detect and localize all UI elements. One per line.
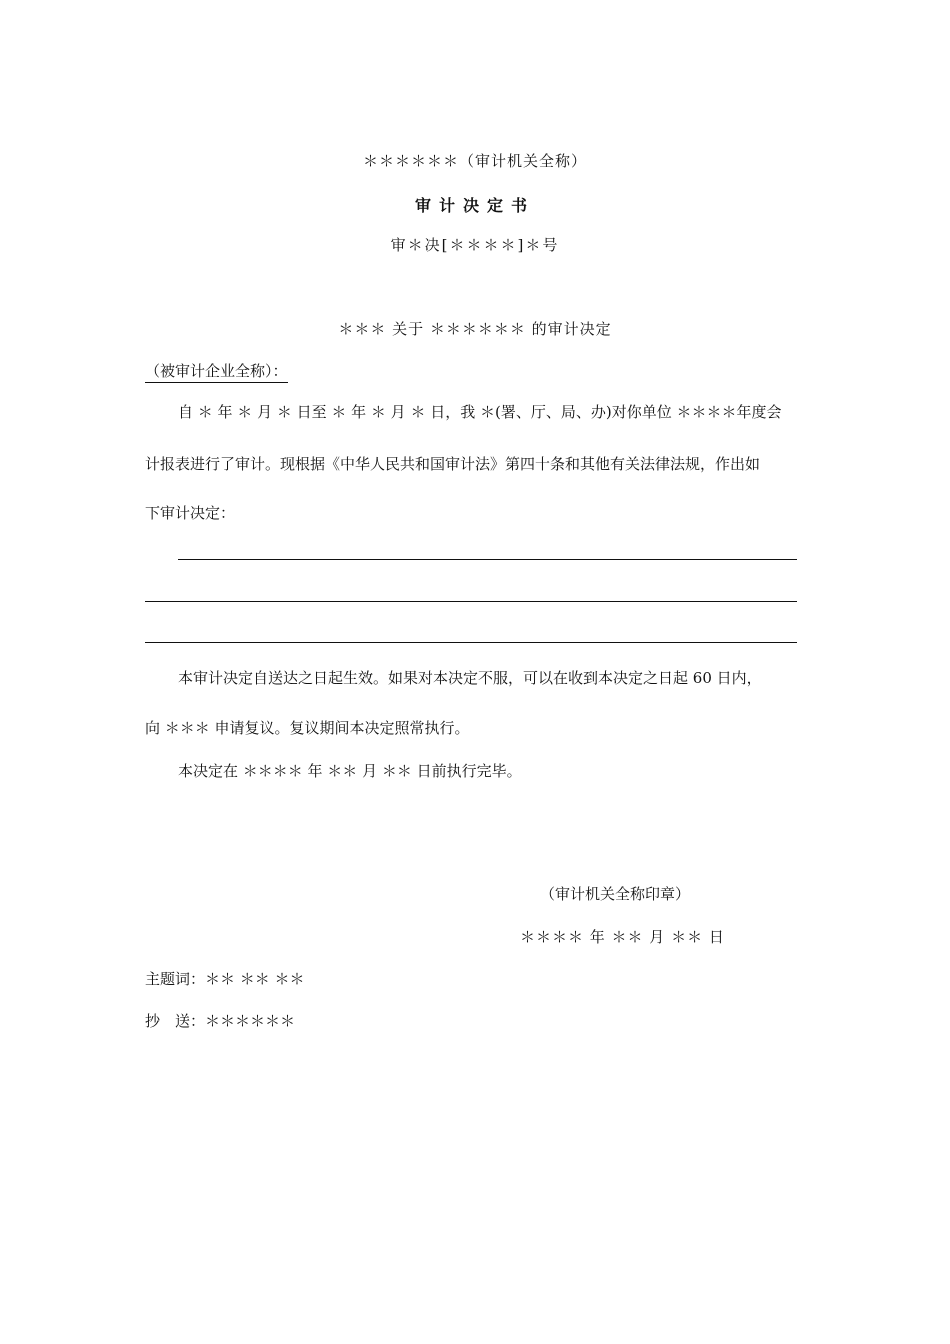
subject-keywords: 主题词：＊＊ ＊＊ ＊＊ bbox=[145, 970, 305, 988]
authority-seal-label: （审计机关全称印章） bbox=[540, 885, 691, 903]
decision-subject: ＊＊＊ 关于 ＊＊＊＊＊＊ 的审计决定 bbox=[338, 320, 612, 338]
document-number: 审＊决[＊＊＊＊]＊号 bbox=[390, 236, 560, 254]
decision-blank-line-1 bbox=[178, 559, 797, 560]
issue-date: ＊＊＊＊ 年 ＊＊ 月 ＊＊ 日 bbox=[520, 928, 725, 946]
issuing-authority: ＊＊＊＊＊＊（审计机关全称） bbox=[362, 152, 587, 170]
paragraph-1-line-2: 计报表进行了审计。现根据《中华人民共和国审计法》第四十条和其他有关法律法规，作出如 bbox=[145, 455, 761, 473]
paragraph-2-line-2: 向 ＊＊＊ 申请复议。复议期间本决定照常执行。 bbox=[145, 719, 470, 737]
decision-blank-line-2 bbox=[145, 601, 797, 602]
addressee: （被审计企业全称）： bbox=[145, 360, 288, 383]
paragraph-2-line-1: 本审计决定自送达之日起生效。如果对本决定不服，可以在收到本决定之日起 60 日内， bbox=[178, 669, 762, 687]
paragraph-1-line-3: 下审计决定： bbox=[145, 504, 236, 522]
carbon-copy: 抄 送：＊＊＊＊＊＊ bbox=[145, 1012, 296, 1030]
paragraph-3: 本决定在 ＊＊＊＊ 年 ＊＊ 月 ＊＊ 日前执行完毕。 bbox=[178, 762, 522, 780]
document-title: 审计决定书 bbox=[414, 196, 535, 215]
decision-blank-line-3 bbox=[145, 642, 797, 643]
paragraph-1-line-1: 自 ＊ 年 ＊ 月 ＊ 日至 ＊ 年 ＊ 月 ＊ 日，我 ＊(署、厅、局、办)对你单位 ＊＊＊＊年度会 bbox=[178, 403, 782, 421]
